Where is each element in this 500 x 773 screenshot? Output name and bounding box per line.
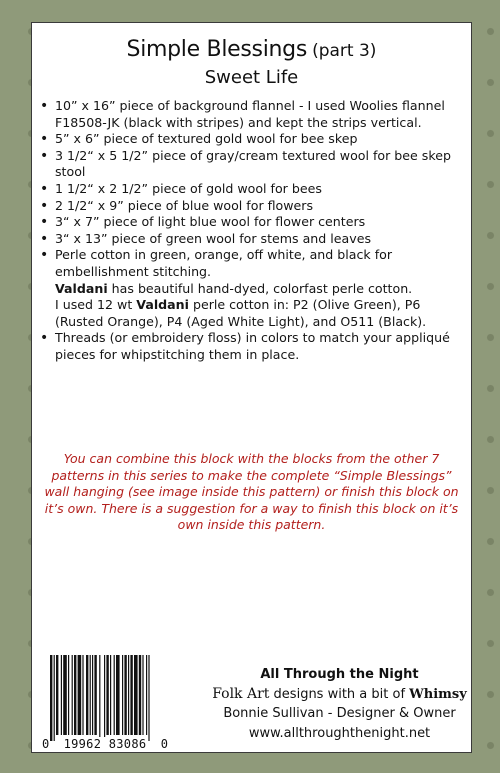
- barcode-bar: [78, 655, 82, 735]
- company-tagline: [212, 686, 467, 702]
- barcode-bar: [134, 655, 138, 735]
- material-item: [38, 148, 464, 181]
- material-text: Perle cotton in green, orange, off white, and black for embellishment stitching.: [55, 247, 393, 279]
- valdani-paragraph: [55, 281, 464, 331]
- bullet-icon: •: [40, 98, 49, 114]
- barcode-bar: [56, 655, 58, 735]
- pattern-title: [32, 37, 471, 62]
- material-text: 10” x 16” piece of background flannel - I used Woolies flannel F18508-JK (black with stripes) and kept the strips vertical.: [55, 98, 445, 130]
- barcode-bar: [50, 655, 52, 741]
- barcode-bar: [110, 655, 111, 735]
- barcode-bar: [104, 655, 105, 741]
- bullet-icon: •: [40, 214, 49, 231]
- barcode-bar: [139, 655, 141, 735]
- material-text: 3“ x 7” piece of light blue wool for flower centers: [55, 214, 366, 230]
- title-part: (part 3): [312, 41, 377, 61]
- valdani-brand-2: Valdani: [136, 297, 189, 313]
- material-item: [38, 231, 464, 248]
- material-item: [38, 98, 464, 131]
- tagline-folk-art: Folk Art: [212, 686, 270, 702]
- barcode-bar: [54, 655, 55, 741]
- barcode-lead-digit: 0: [42, 737, 50, 751]
- valdani-line1: has beautiful hand-dyed, colorfast perle cotton.: [107, 280, 413, 296]
- bullet-icon: •: [40, 131, 49, 148]
- barcode-bar: [128, 655, 129, 735]
- company-website-link[interactable]: www.allthroughthenight.net: [248, 726, 431, 741]
- material-item: [38, 330, 464, 363]
- barcode-bar: [122, 655, 123, 735]
- title-main: Simple Blessings: [126, 37, 307, 62]
- barcode-bar: [124, 655, 126, 735]
- barcode-bars: [42, 655, 168, 741]
- bullet-icon: •: [40, 147, 49, 164]
- material-item: [38, 214, 464, 231]
- barcode-bar: [72, 655, 73, 735]
- material-text: 3“ x 13” piece of green wool for stems and leaves: [55, 230, 372, 246]
- material-item: [38, 247, 464, 330]
- barcode-bar: [106, 655, 108, 735]
- material-item: [38, 181, 464, 198]
- material-text: 2 1/2“ x 9” piece of blue wool for flowers: [55, 197, 314, 213]
- material-text: 1 1/2“ x 2 1/2” piece of gold wool for bees: [55, 180, 322, 196]
- barcode-bar: [86, 655, 88, 735]
- barcode-bar: [61, 655, 62, 735]
- barcode-bar: [94, 655, 96, 735]
- barcode-bar: [90, 655, 91, 735]
- tagline-whimsy: Whimsy: [409, 687, 467, 702]
- barcode-bar: [68, 655, 69, 735]
- barcode-bar: [99, 655, 100, 741]
- bullet-icon: •: [40, 197, 49, 214]
- valdani-brand: Valdani: [55, 280, 108, 296]
- barcode-number: [42, 737, 168, 751]
- valdani-line2-pre: I used 12 wt: [55, 297, 137, 313]
- barcode-bar: [146, 655, 147, 735]
- bullet-icon: •: [40, 180, 49, 197]
- bullet-icon: •: [40, 330, 49, 347]
- barcode-bar: [92, 655, 93, 735]
- upc-barcode: [42, 655, 168, 751]
- barcode-bar: [82, 655, 83, 735]
- valdani-line2-rest: perle cotton in: P2 (Olive Green), P6 (Rusted Orange), P4 (Aged White Light), and O511 (Black).: [55, 297, 427, 329]
- barcode-middle-digits: 19962 83086: [63, 737, 147, 751]
- barcode-bar: [148, 655, 149, 741]
- material-text: 5” x 6” piece of textured gold wool for bee skep: [55, 131, 358, 147]
- material-text: Threads (or embroidery floss) in colors to match your appliqué pieces for whipstitching them in place.: [55, 330, 450, 362]
- barcode-bar: [142, 655, 143, 735]
- barcode-bar: [74, 655, 76, 735]
- bullet-icon: •: [40, 247, 49, 264]
- materials-list: [38, 98, 464, 364]
- pattern-back-card: [31, 22, 472, 753]
- company-owner: Bonnie Sullivan - Designer & Owner: [223, 706, 456, 721]
- pattern-subtitle: Sweet Life: [204, 67, 299, 88]
- barcode-bar: [116, 655, 120, 735]
- barcode-bar: [114, 655, 115, 735]
- company-name: All Through the Night: [260, 667, 419, 682]
- material-text: 3 1/2“ x 5 1/2” piece of gray/cream textured wool for bee skep stool: [55, 147, 451, 180]
- barcode-bar: [130, 655, 132, 735]
- material-item: [38, 131, 464, 148]
- barcode-tail-digit: 0: [160, 737, 168, 751]
- material-item: [38, 198, 464, 215]
- series-note: You can combine this block with the blocks from the other 7 patterns in this series to make the complete “Simple Blessings” wall hanging (see image inside this pattern) or finish this block on it’s own. There is a suggestion for a way to finish this block on it’s own inside this pattern.: [44, 451, 459, 533]
- tagline-middle: designs with a bit of: [269, 687, 410, 702]
- barcode-bar: [63, 655, 67, 735]
- bullet-icon: •: [40, 230, 49, 247]
